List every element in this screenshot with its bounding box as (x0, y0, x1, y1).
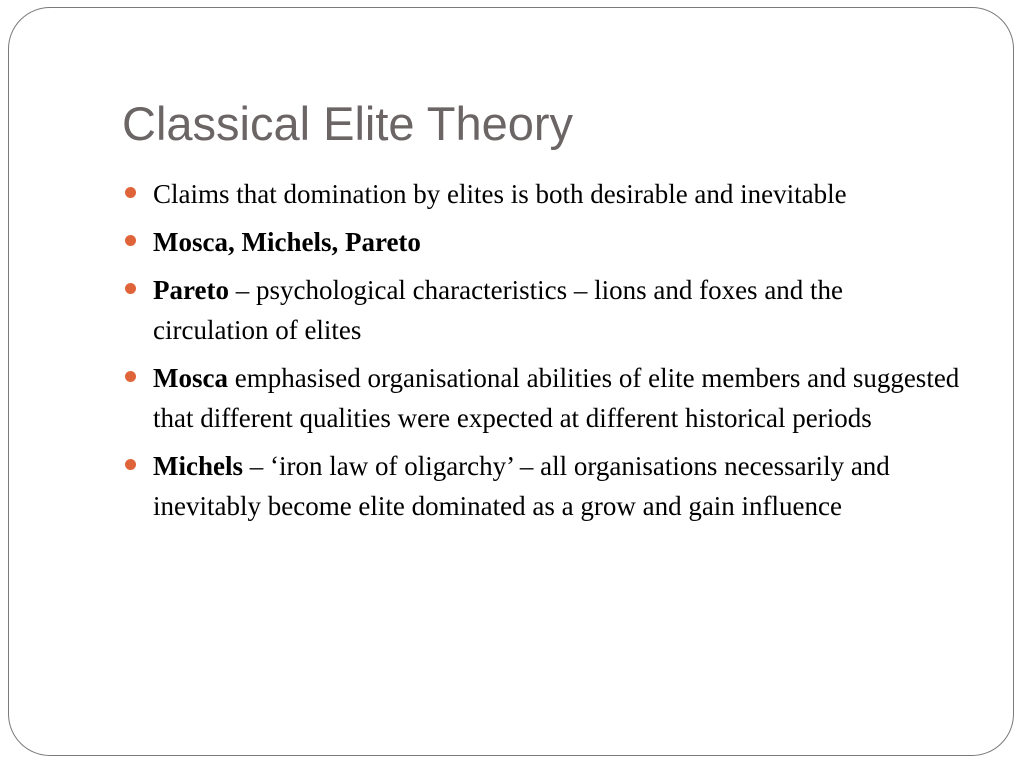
bullet-dot-icon (125, 459, 136, 470)
bullet-item (125, 222, 965, 262)
bullet-text: Claims that domination by elites is both desirable and inevitable (153, 179, 847, 209)
bullet-dot-icon (125, 235, 136, 246)
bullet-text: – ‘iron law of oligarchy’ – all organisations necessarily and inevitably become elite dominated as a grow and gain influence (153, 451, 890, 521)
bullet-bold-text: Pareto (153, 275, 229, 305)
bullet-text: – psychological characteristics – lions and foxes and the circulation of elites (153, 275, 844, 345)
bullet-item (125, 174, 965, 214)
bullet-bold-text: Michels (153, 451, 243, 481)
bullet-dot-icon (125, 371, 136, 382)
bullet-dot-icon (125, 187, 136, 198)
bullet-bold-text: Mosca, Michels, Pareto (153, 227, 421, 257)
bullet-text: emphasised organisational abilities of elite members and suggested that different qualities were expected at different historical periods (153, 363, 960, 433)
bullet-bold-text: Mosca (153, 363, 228, 393)
bullet-list (125, 174, 965, 534)
bullet-item (125, 270, 965, 350)
bullet-item (125, 446, 965, 526)
bullet-item (125, 358, 965, 438)
slide-frame (8, 7, 1014, 756)
slide-title: Classical Elite Theory (122, 97, 574, 150)
bullet-dot-icon (125, 283, 136, 294)
